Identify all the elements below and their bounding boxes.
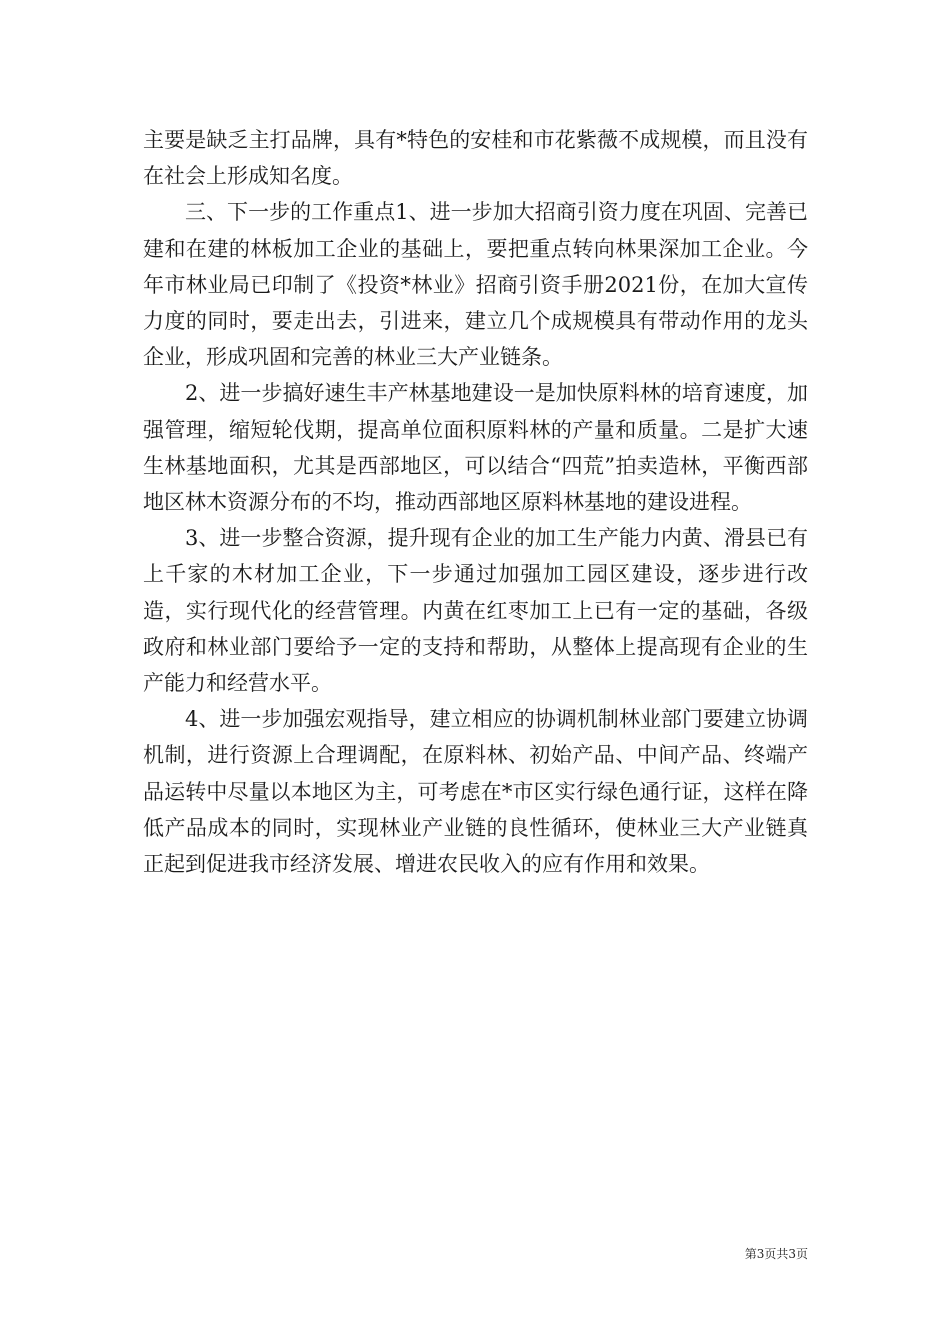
document-body <box>143 122 808 882</box>
paragraph-item-four: 4、进一步加强宏观指导，建立相应的协调机制林业部门要建立协调机制，进行资源上合理调配，在原料林、初始产品、中间产品、终端产品运转中尽量以本地区为主，可考虑在*市区实行绿色通行证，这样在降低产品成本的同时，实现林业产业链的良性循环，使林业三大产业链真正起到促进我市经济发展、增进农民收入的应有作用和效果。 <box>143 707 808 877</box>
page-number-footer: 第3页共3页 <box>744 1247 808 1261</box>
paragraph-item-three: 3、进一步整合资源，提升现有企业的加工生产能力内黄、滑县已有上千家的木材加工企业，下一步通过加强加工园区建设，逐步进行改造，实行现代化的经营管理。内黄在红枣加工上已有一定的基础，各级政府和林业部门要给予一定的支持和帮助，从整体上提高现有企业的生产能力和经营水平。 <box>143 526 808 696</box>
paragraph-continuation: 主要是缺乏主打品牌，具有*特色的安桂和市花紫薇不成规模，而且没有在社会上形成知名度。 <box>143 128 808 189</box>
paragraph-item-two: 2、进一步搞好速生丰产林基地建设一是加快原料林的培育速度，加强管理，缩短轮伐期，提高单位面积原料林的产量和质量。二是扩大速生林基地面积，尤其是西部地区，可以结合“四荒”拍卖造林，平衡西部地区林木资源分布的不均，推动西部地区原料林基地的建设进程。 <box>143 381 808 515</box>
paragraph-section-three: 三、下一步的工作重点1、进一步加大招商引资力度在巩固、完善已建和在建的林板加工企业的基础上，要把重点转向林果深加工企业。今年市林业局已印制了《投资*林业》招商引资手册2021份，在加大宣传力度的同时，要走出去，引进来，建立几个成规模具有带动作用的龙头企业，形成巩固和完善的林业三大产业链条。 <box>143 200 808 370</box>
